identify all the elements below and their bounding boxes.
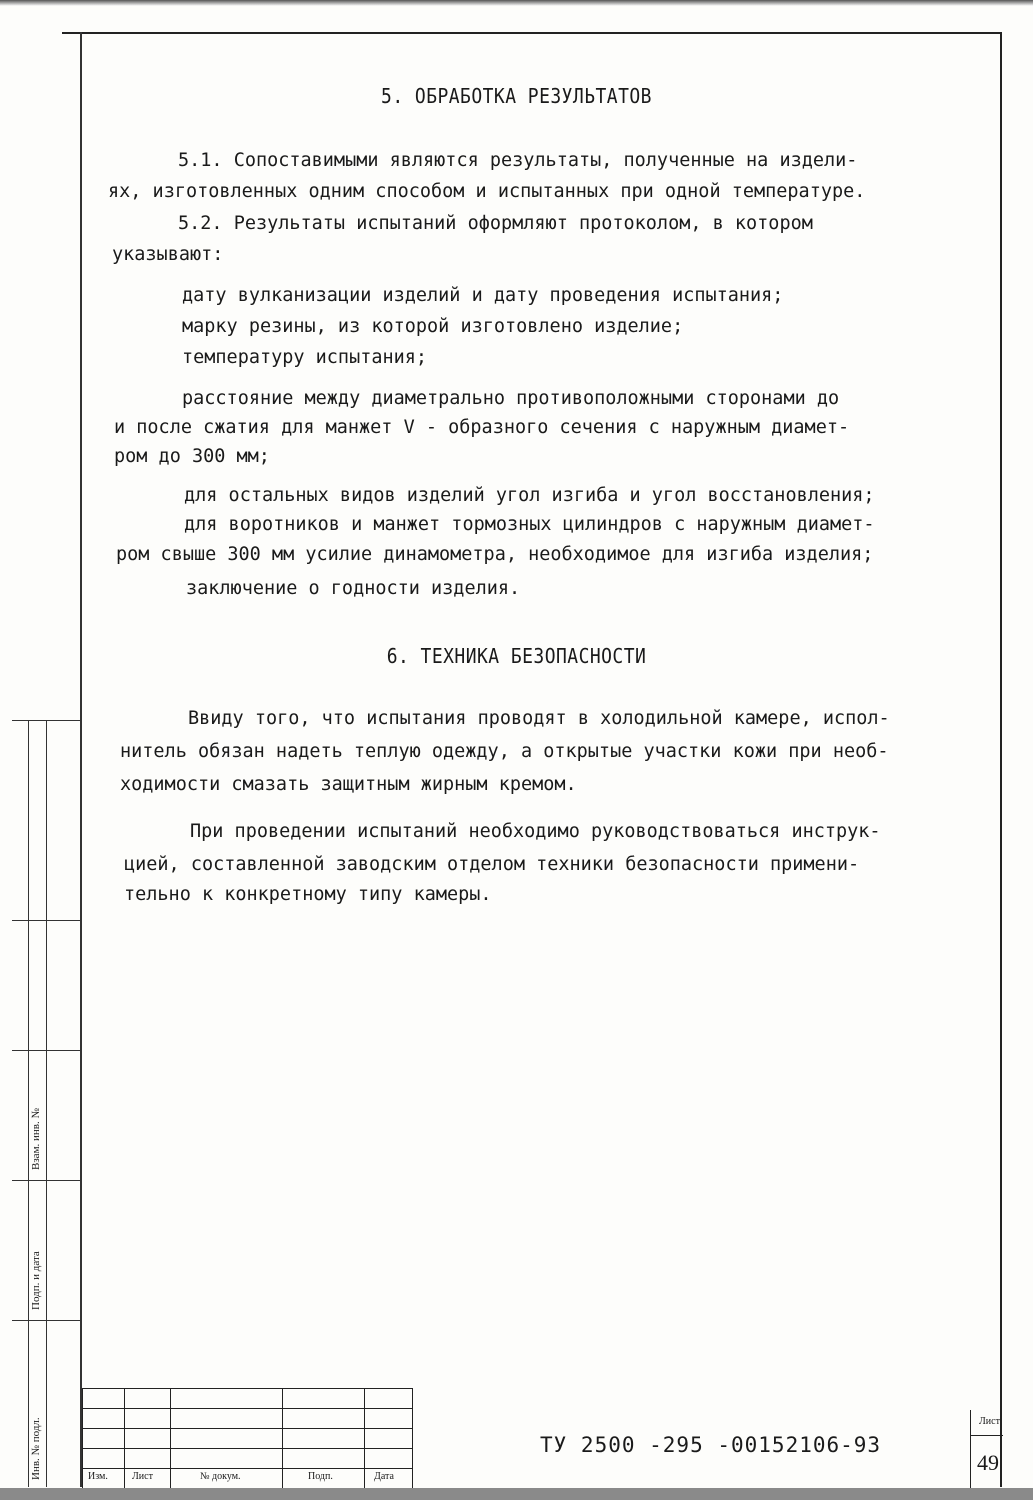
section-5-title: 5. ОБРАБОТКА РЕЗУЛЬТАТОВ (381, 84, 652, 108)
revision-table-line (82, 1468, 412, 1469)
revision-table (82, 1388, 412, 1488)
revision-table-line (124, 1388, 125, 1488)
scan-bottom-edge (0, 1488, 1033, 1500)
caption-podp: Подп. (308, 1471, 333, 1482)
strip-divider (12, 1320, 80, 1321)
strip-divider (12, 1180, 80, 1181)
section-5-line: 5.1. Сопоставимыми являются результаты, полученные на издели- (178, 150, 858, 171)
revision-table-line (282, 1388, 283, 1488)
section-5-line: 5.2. Результаты испытаний оформляют протоколом, в котором (178, 213, 813, 234)
section-5-line: марку резины, из которой изготовлено изделие; (182, 316, 684, 337)
frame-right-border (1000, 32, 1002, 1487)
strip-divider (12, 1050, 80, 1051)
margin-label-inv-podl: Инв. № подл. (30, 1417, 42, 1480)
section-5-line: ром до 300 мм; (114, 446, 270, 467)
section-5-line: температуру испытания; (182, 347, 428, 368)
section-5-line: заключение о годности изделия. (186, 578, 521, 599)
revision-table-line (82, 1428, 412, 1429)
sheet-number: 49 (977, 1450, 999, 1475)
revision-table-line (82, 1388, 83, 1488)
section-5-line: ром свыше 300 мм усилие динамометра, необходимое для изгиба изделия; (116, 544, 874, 565)
section-6-line: При проведении испытаний необходимо руководствоваться инструк- (190, 821, 881, 842)
section-6-line: тельно к конкретному типу камеры. (124, 884, 492, 905)
document-designation: ТУ 2500 -295 -00152106-93 (540, 1433, 882, 1457)
frame-top-border (62, 32, 1002, 34)
caption-n-dokum: № докум. (200, 1471, 241, 1482)
section-5-line: указывают: (112, 244, 224, 265)
revision-table-line (82, 1408, 412, 1409)
section-6-line: цией, составленной заводским отделом техники безопасности примени- (124, 854, 860, 875)
caption-izm: Изм. (88, 1471, 108, 1482)
revision-table-line (82, 1448, 412, 1449)
section-5-line: для воротников и манжет тормозных цилиндров с наружным диамет- (184, 514, 875, 535)
strip-divider (46, 720, 47, 1487)
revision-table-line (82, 1388, 412, 1389)
section-5-line: для остальных видов изделий угол изгиба и угол восстановления; (184, 485, 875, 506)
scan-top-edge (0, 0, 1033, 6)
margin-label-podp-data: Подп. и дата (30, 1251, 42, 1310)
sheet-number-box (970, 1410, 1003, 1488)
sheet-box-divider (971, 1435, 1003, 1436)
strip-divider (12, 720, 80, 721)
frame-left-border (80, 32, 82, 1487)
caption-list: Лист (132, 1471, 153, 1482)
caption-data: Дата (374, 1471, 394, 1482)
strip-divider (28, 720, 29, 1487)
revision-table-line (364, 1388, 365, 1488)
sheet-caption: Лист (979, 1416, 1000, 1427)
section-6-line: ходимости смазать защитным жирным кремом. (120, 774, 577, 795)
section-6-line: нитель обязан надеть теплую одежду, а открытые участки кожи при необ- (120, 741, 889, 762)
section-5-line: и после сжатия для манжет V - образного сечения с наружным диамет- (114, 417, 850, 438)
section-5-line: дату вулканизации изделий и дату проведения испытания; (182, 285, 784, 306)
strip-divider (12, 920, 80, 921)
revision-table-line (170, 1388, 171, 1488)
section-6-line: Ввиду того, что испытания проводят в холодильной камере, испол- (188, 708, 890, 729)
revision-table-line (412, 1388, 413, 1488)
section-5-line: ях, изготовленных одним способом и испытанных при одной температуре. (108, 181, 866, 202)
margin-label-vzam-inv: Взам. инв. № (30, 1108, 42, 1170)
section-5-line: расстояние между диаметрально противоположными сторонами до (182, 388, 840, 409)
margin-binding-strip (12, 720, 80, 1487)
section-6-title: 6. ТЕХНИКА БЕЗОПАСНОСТИ (386, 644, 647, 668)
